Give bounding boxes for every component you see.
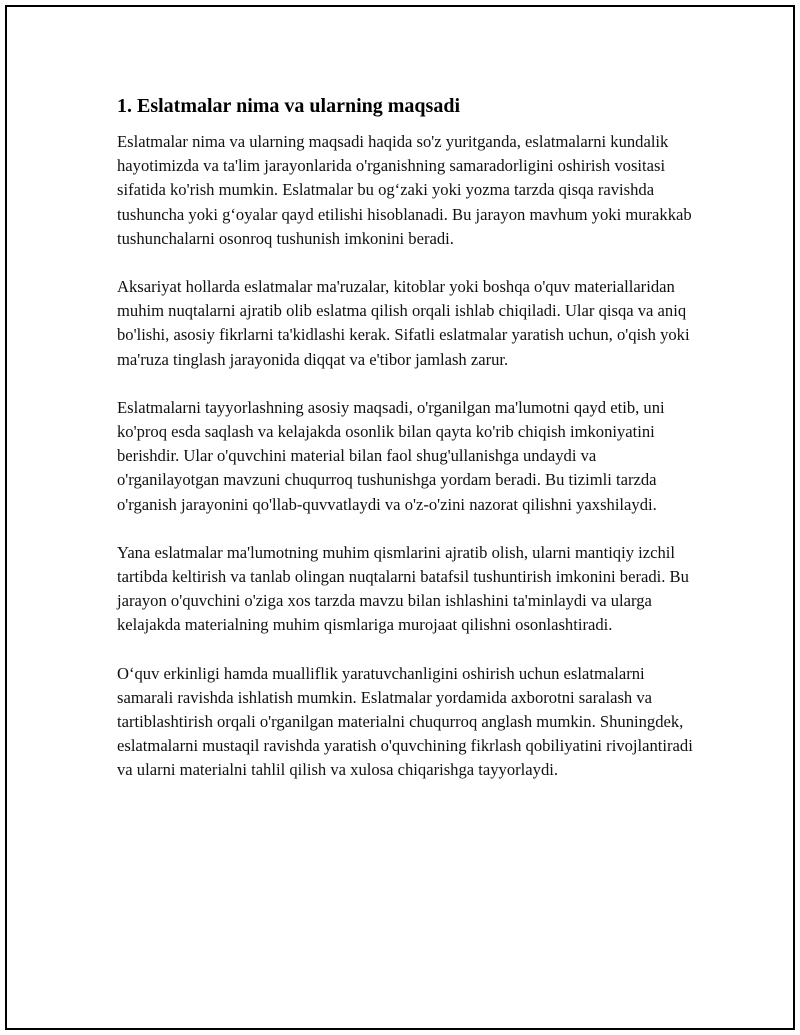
paragraph-2: Aksariyat hollarda eslatmalar ma'ruzalar, kitoblar yoki boshqa o'quv materiallaridan muhim nuqtalarni ajratib olib eslatma qilish orqali ishlab chiqiladi. Ular qisqa va aniq bo'lishi, asosiy fikrlarni ta'kidlashi kerak. Sifatli eslatmalar yaratish uchun, o'qish yoki ma'ruza tinglash jarayonida diqqat va e'tibor jamlash zarur.	[117, 277, 690, 369]
paragraph-3: Eslatmalarni tayyorlashning asosiy maqsadi, o'rganilgan ma'lumotni qayd etib, uni ko'proq esda saqlash va kelajakda osonlik bilan qayta ko'rib chiqish imkoniyatini berishdir. Ular o'quvchini material bilan faol shug'ullanishga undaydi va o'rganilayotgan mavzuni chuqurroq tushunishga yordam beradi. Bu tizimli tarzda o'rganish jarayonini qo'llab-quvvatlaydi va o'z-o'zini nazorat qilishni yaxshilaydi.	[117, 397, 665, 514]
section-heading: 1. Eslatmalar nima va ularning maqsadi	[117, 95, 461, 117]
paragraph-4: Yana eslatmalar ma'lumotning muhim qismlarini ajratib olish, ularni mantiqiy izchil tartibda keltirish va tanlab olingan nuqtalarni batafsil tushuntirish imkonini beradi. Bu jarayon o'quvchini o'ziga xos tarzda mavzu bilan ishlashini ta'minlaydi va ularga kelajakda materialning muhim qismlariga murojaat qilishni osonlashtiradi.	[117, 542, 689, 635]
paragraph-5: O‘quv erkinligi hamda mualliflik yaratuvchanligini oshirish uchun eslatmalarni samarali ravishda ishlatish mumkin. Eslatmalar yordamida axborotni saralash va tartiblashtirish orqali o'rganilgan materialni chuqurroq anglash mumkin. Shuningdek, eslatmalarni mustaqil ravishda yaratish o'quvchining fikrlash qobiliyatini rivojlantiradi va ularni materialni tahlil qilish va xulosa chiqarishga tayyorlaydi.	[117, 663, 693, 780]
document-body	[117, 93, 697, 807]
paragraph-1: Eslatmalar nima va ularning maqsadi haqida so'z yuritganda, eslatmalarni kundalik hayotimizda va ta'lim jarayonlarida o'rganishning samaradorligini oshirish vositasi sifatida ko'rish mumkin. Eslatmalar bu og‘zaki yoki yozma tarzda qisqa ravishda tushuncha yoki g‘oyalar qayd etilishi hisoblanadi. Bu jarayon mavhum yoki murakkab tushunchalarni osonroq tushunish imkonini beradi.	[117, 132, 692, 248]
